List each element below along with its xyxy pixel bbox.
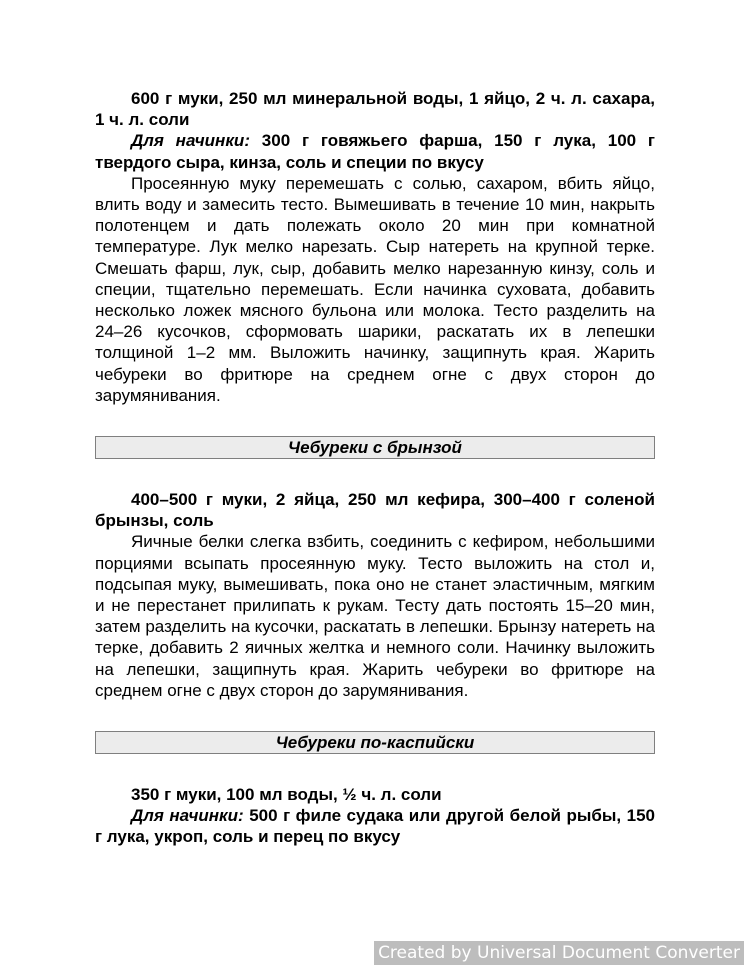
recipe1-filling: [95, 130, 655, 172]
recipe1-method: Просеянную муку перемешать с солью, сахаром, вбить яйцо, влить воду и замесить тесто. Вымешивать в течение 10 мин, накрыть полотенцем и дать полежать около 20 мин при комнатной температуре. Лук мелко нарезать. Сыр натереть на крупной терке. Смешать фарш, лук, сыр, добавить мелко нарезанную кинзу, соль и специи, тщательно перемешать. Если начинка суховата, добавить несколько ложек мясного бульона или молока. Тесто разделить на 24–26 кусочков, сформовать шарики, раскатать их в лепешки толщиной 1–2 мм. Выложить начинку, защипнуть края. Жарить чебуреки во фритюре на среднем огне с двух сторон до зарумянивания.: [95, 173, 655, 405]
recipe2-method: Яичные белки слегка взбить, соединить с кефиром, небольшими порциями всыпать просеянную муку. Тесто выложить на стол и, подсыпая муку, вымешивать, пока оно не станет эластичным, мягким и не перестанет прилипать к рукам. Тесту дать постоять 15–20 мин, затем разделить на кусочки, раскатать в лепешки. Брынзу натереть на терке, добавить 2 яичных желтка и немного соли. Начинку выложить на лепешки, защипнуть края. Жарить чебуреки во фритюре на среднем огне с двух сторон до зарумянивания.: [95, 532, 655, 700]
recipe3-filling: [95, 805, 655, 847]
recipe3-ingredients: 350 г муки, 100 мл воды, ½ ч. л. соли: [131, 785, 442, 805]
recipe1-filling-text: 300 г говяжьего фарша, 150 г лука, 100 г твердого сыра, кинза, соль и специи по вкусу: [95, 131, 655, 172]
recipe2-title: Чебуреки с брынзой: [95, 436, 655, 459]
recipe1-filling-label: Для начинки:: [131, 131, 250, 151]
recipe3-filling-label: Для начинки:: [131, 806, 244, 826]
page-content: [95, 88, 655, 848]
recipe3-title: Чебуреки по-каспийски: [95, 731, 655, 754]
recipe1-ingredients: 600 г муки, 250 мл минеральной воды, 1 яйцо, 2 ч. л. сахара, 1 ч. л. соли: [95, 89, 655, 130]
watermark: Created by Universal Document Converter: [374, 941, 744, 965]
recipe2-ingredients: 400–500 г муки, 2 яйца, 250 мл кефира, 300–400 г соленой брынзы, соль: [95, 490, 655, 531]
recipe3-filling-text: 500 г филе судака или другой белой рыбы, 150 г лука, укроп, соль и перец по вкусу: [95, 806, 655, 847]
